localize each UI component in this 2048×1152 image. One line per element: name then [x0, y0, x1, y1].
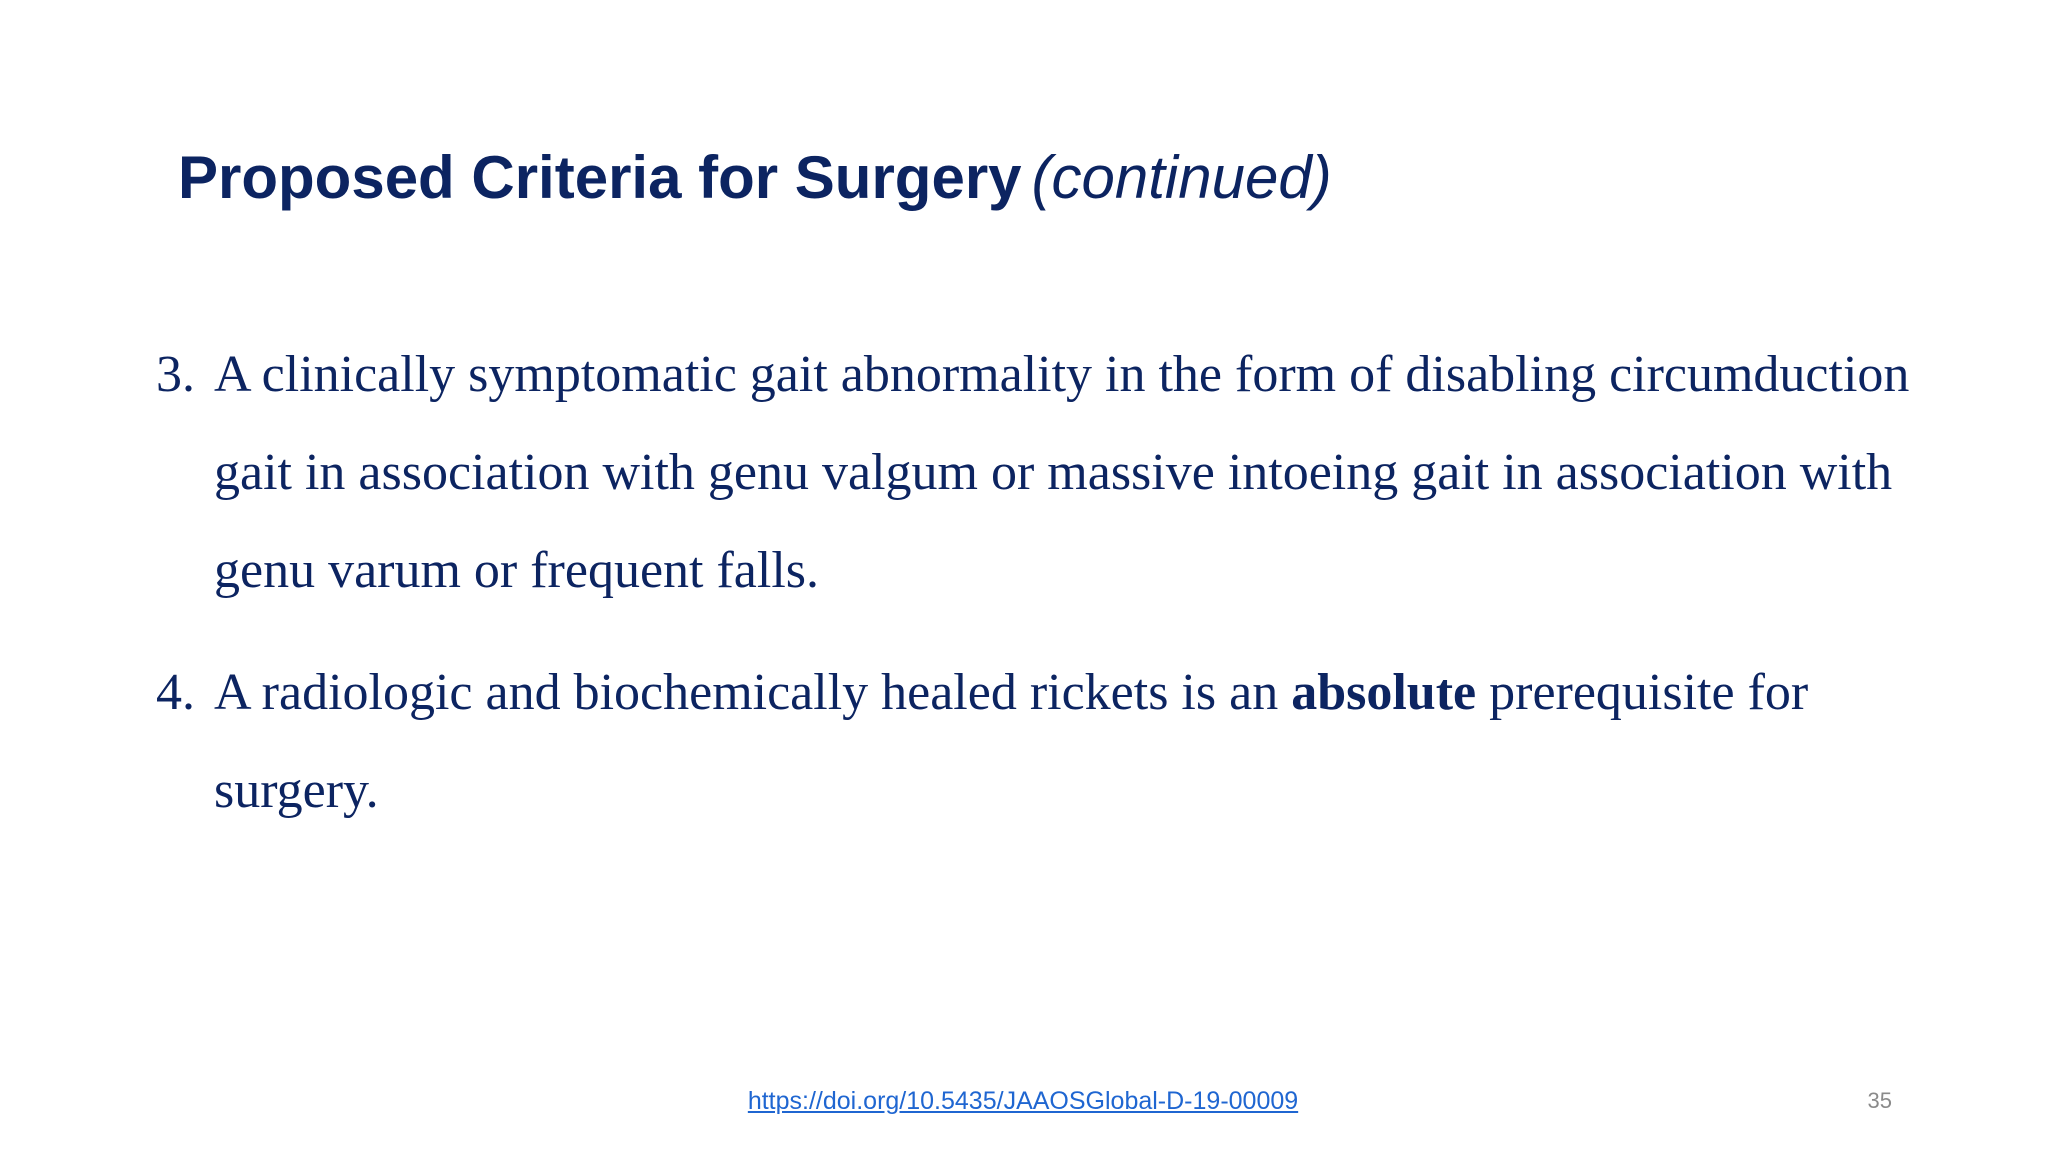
- criteria-number-3: 3.: [156, 346, 195, 403]
- criteria-text-4-before: A radiologic and biochemically healed rickets is an: [214, 664, 1279, 721]
- slide-number: 35: [1867, 1088, 1892, 1113]
- slide-title-main: Proposed Criteria for Surgery: [178, 144, 1022, 211]
- criteria-number-4: 4.: [156, 664, 195, 721]
- slide-title-suffix: (continued): [1031, 144, 1332, 211]
- criteria-item-4: [156, 644, 1916, 840]
- doi-link[interactable]: https://doi.org/10.5435/JAAOSGlobal-D-19-00009: [747, 1087, 1299, 1115]
- criteria-item-3: [156, 326, 1916, 620]
- criteria-text-3: A clinically symptomatic gait abnormality in the form of disabling circumduction gait in association with genu valgum or massive intoeing gait in association with genu varum or frequent falls.: [214, 346, 1910, 599]
- criteria-text-4-after: prerequisite for surgery.: [214, 664, 1809, 819]
- criteria-text-4-bold: absolute: [1291, 664, 1477, 721]
- slide-title: [178, 138, 1332, 218]
- criteria-list: [156, 326, 1916, 840]
- criteria-text-4: [214, 644, 1916, 840]
